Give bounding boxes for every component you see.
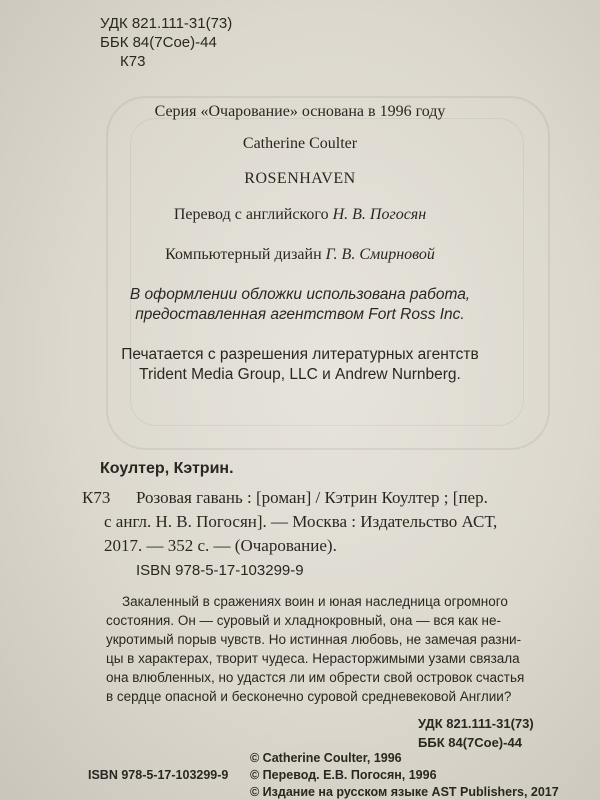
bbk-code: ББК 84(7Сое)-44 [100,34,217,51]
author-code: К73 [120,53,146,70]
annotation-line: укротимый порыв чувств. Но истинная любовь, не замечая разни- [106,632,522,647]
series-line: Серия «Очарование» основана в 1996 году [154,103,446,120]
footer-bbk: ББК 84(7Сое)-44 [418,735,522,750]
design-line [0,246,600,264]
translation-line [0,206,600,224]
permission-line1: Печатается с разрешения литературных агентств [121,346,479,363]
permission-line2: Trident Media Group, LLC и Andrew Nurnberg. [139,366,461,383]
translator-name: Н. В. Погосян [332,206,427,223]
copyright-author: © Catherine Coulter, 1996 [250,751,402,765]
annotation-line: состояния. Он — суровый и хладнокровный, она — вся как не- [106,613,502,628]
bib-line3: 2017. — 352 с. — (Очарование). [104,536,337,555]
annotation-line: цы в характерах, творит чудеса. Нерасторжимыми узами связала [106,651,520,666]
footer-isbn: ISBN 978-5-17-103299-9 [88,768,229,782]
author-name: Catherine Coulter [242,135,358,152]
designer-name: Г. В. Смирновой [325,246,435,263]
cover-credit-line2: предоставленная агентством Fort Ross Inc. [135,306,465,323]
annotation-line: она влюбленных, но удастся ли им обрести свой островок счастья [106,670,525,685]
annotation-line: Закаленный в сражениях воин и юная наследница огромного [122,594,508,609]
udk-code: УДК 821.111-31(73) [100,15,233,32]
annotation-line: в сердце опасной и бесконечно суровой средневековой Англии? [106,689,512,704]
original-title: ROSENHAVEN [244,170,356,187]
design-label: Компьютерный дизайн [165,246,326,263]
bib-author-heading: Коултер, Кэтрин. [100,460,234,477]
translation-label: Перевод с английского [173,206,333,223]
bib-line1: Розовая гавань : [роман] / Кэтрин Коултер ; [пер. [136,488,488,507]
bib-isbn: ISBN 978-5-17-103299-9 [136,562,304,579]
footer-udk: УДК 821.111-31(73) [418,716,534,731]
bib-line2: с англ. Н. В. Погосян]. — Москва : Издательство АСТ, [104,512,498,531]
copyright-edition: © Издание на русском языке AST Publishers, 2017 [250,785,559,799]
cover-credit-line1: В оформлении обложки использована работа, [129,286,471,303]
bib-code: К73 [82,488,111,507]
copyright-translation: © Перевод. Е.В. Погосян, 1996 [250,768,437,782]
